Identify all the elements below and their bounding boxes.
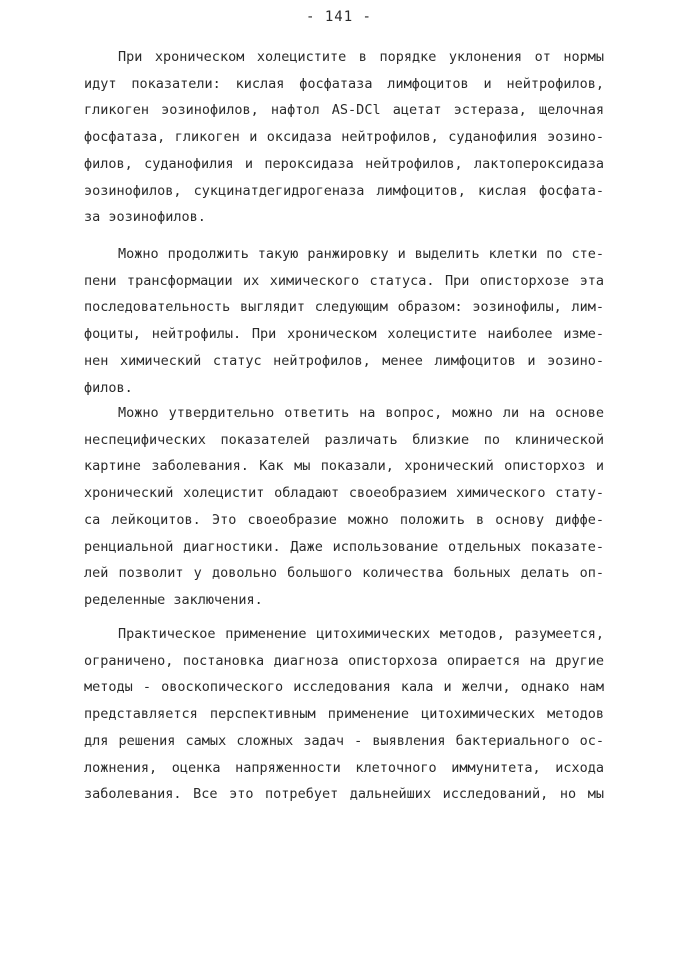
text-line: методы - овоскопического исследования кала и желчи, однако нам — [84, 679, 604, 696]
text-line: Можно продолжить такую ранжировку и выделить клетки по сте- — [118, 246, 604, 262]
paragraph-2 — [84, 241, 604, 401]
text-line: последовательность выглядит следующим образом: эозинофилы, лим- — [84, 299, 604, 316]
text-line: фоциты, нейтрофилы. При хроническом холецистите наиболее изме- — [84, 326, 604, 343]
text-line: за эозинофилов. — [84, 209, 206, 226]
text-line: лей позволит у довольно большого количества больных делать оп- — [84, 565, 604, 582]
text-line: филов, суданофилия и пероксидаза нейтрофилов, лактопероксидаза — [84, 155, 604, 172]
text-line: хронический холецистит обладают своеобразием химического стату- — [84, 485, 604, 502]
text-line: пени трансформации их химического статуса. При описторхозе эта — [84, 272, 604, 289]
text-line: са лейкоцитов. Это своеобразие можно положить в основу диффе- — [84, 511, 604, 528]
text-line: ределенные заключения. — [84, 591, 263, 608]
page-number: - 141 - — [305, 9, 372, 25]
text-line: ограничено, постановка диагноза описторхоза опирается на другие — [84, 652, 604, 669]
paragraph-4 — [84, 621, 604, 808]
text-line: Можно утвердительно ответить на вопрос, можно ли на основе — [118, 405, 604, 421]
text-line: филов. — [84, 379, 133, 396]
paragraph-1 — [84, 44, 604, 231]
text-line: идут показатели: кислая фосфатаза лимфоцитов и нейтрофилов, — [84, 75, 604, 92]
paragraph-3 — [84, 400, 604, 614]
text-line: нен химический статус нейтрофилов, менее лимфоцитов и эозино- — [84, 352, 604, 369]
text-line: ложнения, оценка напряженности клеточного иммунитета, исхода — [84, 759, 604, 776]
text-line: картине заболевания. Как мы показали, хронический описторхоз и — [84, 458, 604, 475]
text-line: для решения самых сложных задач - выявления бактериального ос- — [84, 732, 604, 749]
text-line: ренциальной диагностики. Даже использование отдельных показате- — [84, 538, 604, 555]
text-line: представляется перспективным применение цитохимических методов — [84, 706, 604, 723]
text-line: гликоген эозинофилов, нафтол AS-DCl ацетат эстераза, щелочная — [84, 102, 604, 119]
text-line: эозинофилов, сукцинатдегидрогеназа лимфоцитов, кислая фосфата- — [84, 182, 604, 199]
text-line: фосфатаза, гликоген и оксидаза нейтрофилов, суданофилия эозино- — [84, 129, 604, 146]
text-line: заболевания. Все это потребует дальнейших исследований, но мы — [84, 786, 604, 803]
text-line: Практическое применение цитохимических методов, разумеется, — [118, 626, 604, 642]
text-line: неспецифических показателей различать близкие по клинической — [84, 431, 604, 448]
text-line: При хроническом холецистите в порядке уклонения от нормы — [118, 49, 604, 65]
